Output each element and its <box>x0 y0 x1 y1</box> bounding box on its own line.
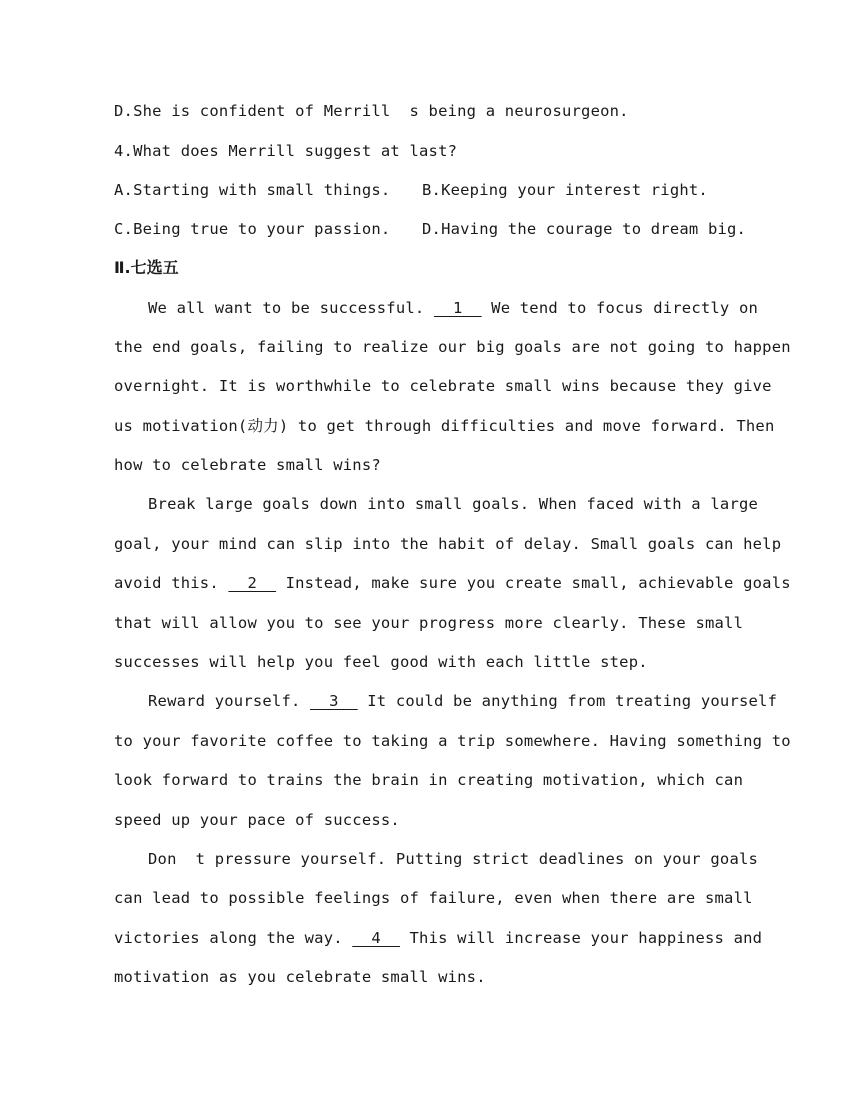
paragraph-2-line-4: that will allow you to see your progress more clearly. These small <box>114 614 744 632</box>
paragraph-4-line-3 <box>114 928 762 948</box>
paragraph-1-line-2: the end goals, failing to realize our big goals are not going to happen <box>114 338 791 356</box>
text-segment: Instead, make sure you create small, achievable goals <box>276 574 791 592</box>
blank-4: 4 <box>352 929 400 947</box>
option-c: C.Being true to your passion. <box>114 220 391 238</box>
paragraph-1-line-5: how to celebrate small wins? <box>114 456 381 474</box>
paragraph-3-line-3: look forward to trains the brain in creating motivation, which can <box>114 771 744 789</box>
text-segment: We all want to be successful. <box>148 299 434 317</box>
paragraph-2-line-5: successes will help you feel good with each little step. <box>114 653 648 671</box>
paragraph-2-line-3 <box>114 573 791 593</box>
paragraph-4-line-2: can lead to possible feelings of failure, even when there are small <box>114 889 753 907</box>
text-segment: It could be anything from treating yourself <box>357 692 778 710</box>
paragraph-3-line-4: speed up your pace of success. <box>114 811 400 829</box>
text-segment: We tend to focus directly on <box>481 299 759 317</box>
paragraph-4-line-1: Don t pressure yourself. Putting strict deadlines on your goals <box>148 850 759 868</box>
paragraph-4-line-4: motivation as you celebrate small wins. <box>114 968 486 986</box>
blank-1: 1 <box>433 299 482 317</box>
paragraph-1-line-1 <box>148 298 758 318</box>
option-b: B.Keeping your interest right. <box>422 181 708 199</box>
paragraph-2-line-2: goal, your mind can slip into the habit of delay. Small goals can help <box>114 535 782 553</box>
section-heading: Ⅱ.七选五 <box>114 258 179 277</box>
option-d-prev: D.She is confident of Merrill s being a neurosurgeon. <box>114 102 629 120</box>
option-a: A.Starting with small things. <box>114 181 391 199</box>
text-segment: Reward yourself. <box>148 692 311 710</box>
text-segment: This will increase your happiness and <box>399 929 763 947</box>
paragraph-3-line-2: to your favorite coffee to taking a trip somewhere. Having something to <box>114 732 791 750</box>
blank-3: 3 <box>310 692 358 710</box>
paragraph-1-line-4: us motivation(动力) to get through difficulties and move forward. Then <box>114 417 775 435</box>
question-4-stem: 4.What does Merrill suggest at last? <box>114 142 458 160</box>
paragraph-3-line-1 <box>148 691 777 711</box>
option-d: D.Having the courage to dream big. <box>422 220 747 238</box>
paragraph-1-line-3: overnight. It is worthwhile to celebrate small wins because they give <box>114 377 772 395</box>
text-segment: victories along the way. <box>114 929 353 947</box>
paragraph-2-line-1: Break large goals down into small goals. When faced with a large <box>148 495 759 513</box>
blank-2: 2 <box>228 574 277 592</box>
text-segment: avoid this. <box>114 574 229 592</box>
